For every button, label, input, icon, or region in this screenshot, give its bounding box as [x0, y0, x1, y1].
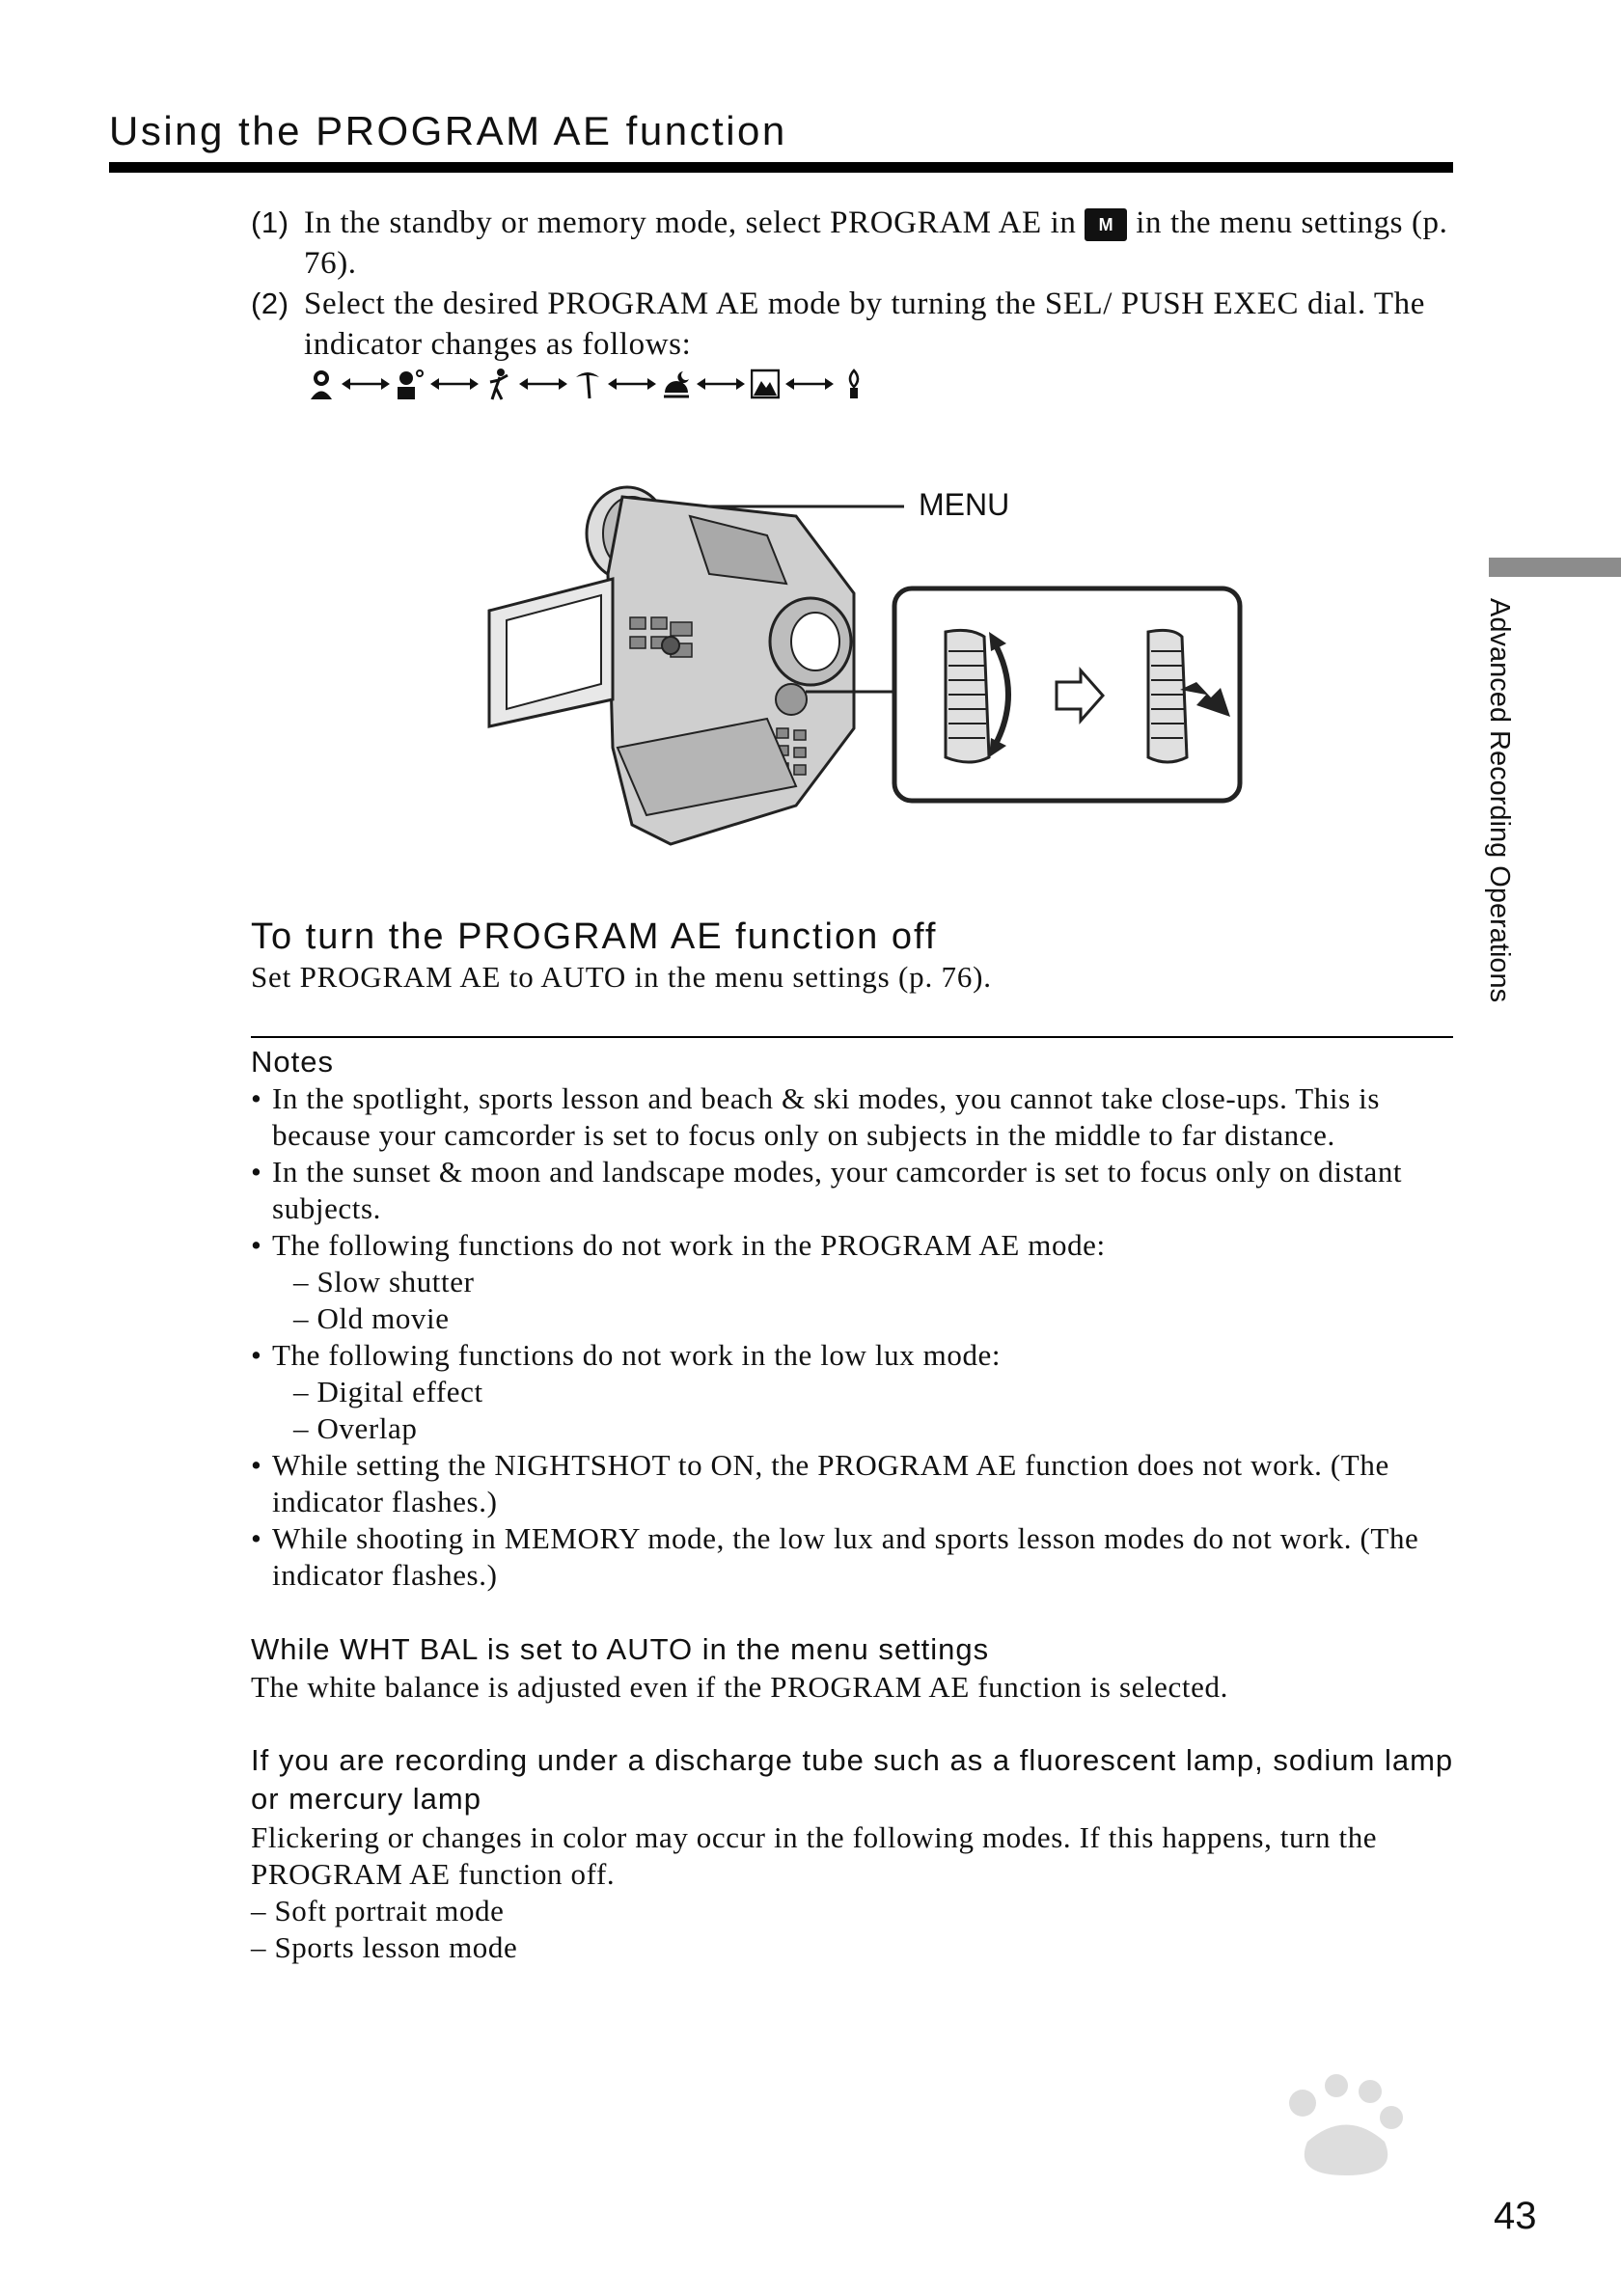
double-arrow-icon	[697, 374, 745, 394]
note-item: • In the sunset & moon and landscape modes, your camcorder is set to focus only on distant subjects.	[251, 1155, 1403, 1225]
note-text: The following functions do not work in the low lux mode:	[272, 1338, 1002, 1372]
step-number: (1)	[251, 205, 289, 239]
note-item: • While shooting in MEMORY mode, the low lux and sports lesson modes do not work. (The indicator flashes.)	[251, 1521, 1419, 1592]
note-text: The following functions do not work in the PROGRAM AE mode:	[272, 1228, 1106, 1262]
spotlight-icon	[396, 368, 425, 400]
section-side-label	[1476, 598, 1515, 1013]
menu-label: MENU	[919, 487, 1010, 522]
note-item: • While setting the NIGHTSHOT to ON, the PROGRAM AE function does not work. (The indicator flashes.)	[251, 1448, 1389, 1518]
page-number: 43	[1494, 2195, 1537, 2237]
step-text-before: In the standby or memory mode, select PROGRAM AE in	[304, 205, 1077, 240]
notes-heading: Notes	[251, 1045, 334, 1079]
double-arrow-icon	[608, 374, 656, 394]
double-arrow-icon	[519, 374, 567, 394]
wht-bal-heading: While WHT BAL is set to AUTO in the menu settings	[251, 1632, 990, 1666]
double-arrow-icon	[430, 374, 479, 394]
note-text: In the sunset & moon and landscape modes, your camcorder is set to focus only on distant subjects.	[272, 1155, 1403, 1225]
mode-indicator-sequence	[307, 365, 868, 403]
step-text: Select the desired PROGRAM AE mode by turning the SEL/ PUSH EXEC dial. The indicator changes as follows:	[304, 287, 1426, 362]
note-subitem: – Old movie	[293, 1301, 450, 1335]
title-rule	[109, 162, 1453, 173]
turn-off-heading: To turn the PROGRAM AE function off	[251, 916, 938, 957]
double-arrow-icon	[785, 374, 834, 394]
manual-menu-icon: M	[1085, 208, 1127, 241]
step-2	[251, 284, 1496, 365]
note-text: While shooting in MEMORY mode, the low lux and sports lesson modes do not work. (The indicator flashes.)	[272, 1521, 1419, 1592]
note-item: • The following functions do not work in the low lux mode: – Digital effect – Overlap	[251, 1337, 1486, 1447]
discharge-item: – Sports lesson mode	[251, 1930, 518, 1964]
notes-divider	[251, 1036, 1453, 1038]
menu-button	[662, 637, 679, 654]
landscape-icon	[751, 368, 780, 400]
discharge-item: – Soft portrait mode	[251, 1894, 505, 1927]
low-lux-icon	[839, 368, 868, 400]
note-subitem: – Overlap	[293, 1411, 418, 1445]
beach-ski-icon	[573, 368, 602, 400]
sports-lesson-icon	[484, 368, 513, 400]
step-text	[304, 203, 1491, 284]
section-side-tab	[1489, 558, 1621, 577]
section-side-label-text: Advanced Recording Operations	[1484, 598, 1515, 1003]
note-text: While setting the NIGHTSHOT to ON, the PROGRAM AE function does not work. (The indicator flashes.)	[272, 1448, 1389, 1518]
sunset-moon-icon	[662, 368, 691, 400]
note-subitem: – Slow shutter	[293, 1265, 475, 1298]
note-item: • In the spotlight, sports lesson and beach & ski modes, you cannot take close-ups. This is because your camcorder is set to focus only on subjects in the middle to far distance.	[251, 1081, 1381, 1152]
note-item: • The following functions do not work in the PROGRAM AE mode: – Slow shutter – Old movie	[251, 1227, 1486, 1337]
note-text: In the spotlight, sports lesson and beach & ski modes, you cannot take close-ups. This is because your camcorder is set to focus only on subjects in the middle to far distance.	[272, 1081, 1381, 1152]
section-title: Using the PROGRAM AE function	[109, 108, 787, 153]
soft-portrait-icon	[307, 368, 336, 400]
step-1	[251, 203, 1496, 284]
discharge-heading: If you are recording under a discharge tube such as a fluorescent lamp, sodium lamp or mercury lamp	[251, 1743, 1454, 1816]
sel-push-exec-dial	[776, 684, 807, 715]
wht-bal-body: The white balance is adjusted even if the PROGRAM AE function is selected.	[251, 1670, 1228, 1704]
step-number: (2)	[251, 287, 289, 320]
step-text-after: in the menu settings (p. 76).	[304, 205, 1448, 281]
double-arrow-icon	[342, 374, 390, 394]
notes-list	[251, 1080, 1486, 1594]
note-subitem: – Digital effect	[293, 1375, 483, 1408]
camcorder-illustration	[478, 478, 1269, 863]
turn-off-body: Set PROGRAM AE to AUTO in the menu settings (p. 76).	[251, 960, 992, 994]
watermark-logo	[1139, 2064, 1525, 2238]
discharge-body: Flickering or changes in color may occur in the following modes. If this happens, turn the PROGRAM AE function off.	[251, 1820, 1378, 1891]
